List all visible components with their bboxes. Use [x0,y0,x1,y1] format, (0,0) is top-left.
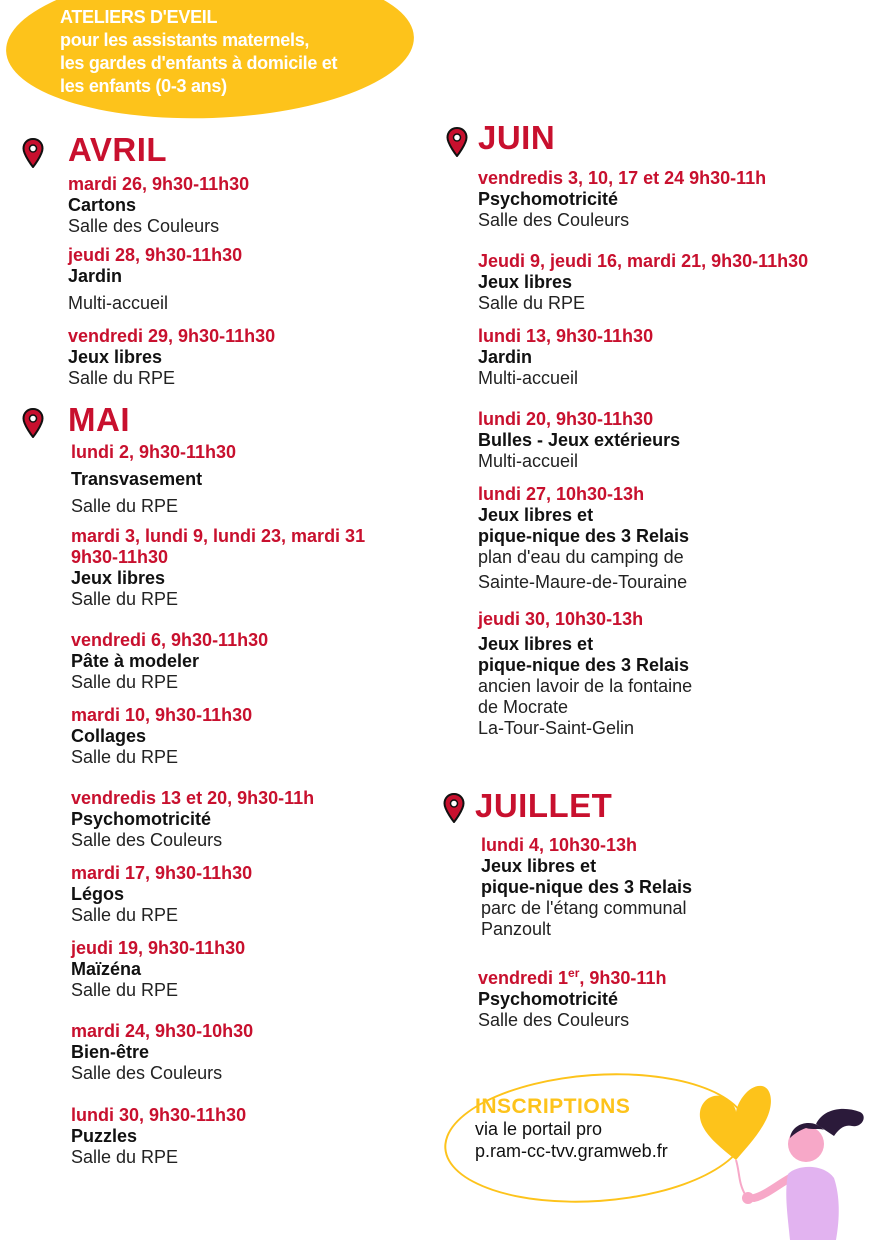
header-title [60,6,410,98]
month-heading-juillet: JUILLET [475,787,613,824]
event-item [478,251,868,314]
event-date: jeudi 30, 10h30-13h [478,609,644,629]
header-line: pour les assistants maternels, [60,30,310,50]
event-location: Multi-accueil [478,451,579,471]
event-item [481,835,871,940]
month-heading-avril: AVRIL [68,131,168,168]
event-date: lundi 20, 9h30-11h30 [478,409,654,429]
event-title: Légos [71,884,125,904]
header-line: les gardes d'enfants à domicile et [60,53,338,73]
event-location: parc de l'étang communal [481,898,687,918]
event-title: Jeux libres et [478,505,594,525]
event-date: mardi 10, 9h30-11h30 [71,705,253,725]
event-date: mardi 3, lundi 9, lundi 23, mardi 31 [71,526,366,546]
event-title: Jardin [68,266,123,286]
inscriptions-box [475,1096,668,1162]
event-location: Salle du RPE [71,905,179,925]
event-date [478,963,868,989]
event-title: Jeux libres [478,272,573,292]
event-item [68,174,468,237]
location-pin-icon [22,408,44,438]
event-item [71,863,471,926]
event-location: Salle du RPE [71,672,179,692]
event-title: Bien-être [71,1042,150,1062]
event-date-part: vendredi 1 [478,968,569,988]
event-date: mardi 24, 9h30-10h30 [71,1021,254,1041]
header-line: ATELIERS D'EVEIL [60,7,218,27]
event-date: vendredis 3, 10, 17 et 24 9h30-11h [478,168,767,188]
month-heading-mai: MAI [68,401,130,438]
event-location: Sainte-Maure-de-Touraine [478,572,688,592]
event-location: Salle des Couleurs [71,1063,223,1083]
event-date: lundi 13, 9h30-11h30 [478,326,654,346]
event-location: Salle des Couleurs [68,216,220,236]
event-date: lundi 27, 10h30-13h [478,484,645,504]
event-item [71,938,471,1001]
event-title: Pâte à modeler [71,651,200,671]
event-title: Bulles - Jeux extérieurs [478,430,681,450]
event-title: pique-nique des 3 Relais [478,526,690,546]
event-item [478,963,868,1031]
event-title: Transvasement [71,469,203,489]
event-title: Jeux libres [68,347,163,367]
event-date: vendredi 6, 9h30-11h30 [71,630,269,650]
event-title: Collages [71,726,147,746]
event-date: mardi 17, 9h30-11h30 [71,863,253,883]
event-location: Salle du RPE [71,1147,179,1167]
event-item [71,1021,471,1084]
event-date: vendredis 13 et 20, 9h30-11h [71,788,315,808]
event-location: Salle du RPE [71,589,179,609]
event-location: Multi-accueil [68,293,169,313]
event-location: de Mocrate [478,697,569,717]
event-date: jeudi 19, 9h30-11h30 [71,938,246,958]
header-line: les enfants (0-3 ans) [60,76,227,96]
event-location: Salle des Couleurs [478,210,630,230]
event-title: pique-nique des 3 Relais [478,655,690,675]
event-location: ancien lavoir de la fontaine [478,676,693,696]
girl-with-heart-balloon-illustration [694,1078,874,1240]
event-title: Puzzles [71,1126,138,1146]
event-title: Psychomotricité [478,989,619,1009]
event-title: Jeux libres et [478,634,594,654]
event-location: Salle du RPE [71,980,179,1000]
inscriptions-heading: INSCRIPTIONS [475,1095,631,1118]
location-pin-icon [22,138,44,168]
event-date: Jeudi 9, jeudi 16, mardi 21, 9h30-11h30 [478,251,809,271]
month-heading-juin: JUIN [478,119,556,156]
event-item [71,526,471,610]
event-date-part: , 9h30-11h [579,968,667,988]
event-item [71,442,471,517]
event-location: Panzoult [481,919,552,939]
event-item [71,1105,471,1168]
event-title: Jeux libres et [481,856,597,876]
event-date: jeudi 28, 9h30-11h30 [68,245,243,265]
event-item [478,168,868,231]
event-item [68,245,468,314]
event-date: lundi 2, 9h30-11h30 [71,442,237,462]
event-location: Salle du RPE [68,368,176,388]
event-title: Jeux libres [71,568,166,588]
event-location: La-Tour-Saint-Gelin [478,718,635,738]
event-date: 9h30-11h30 [71,547,169,567]
event-item [68,326,468,389]
event-title: Jardin [478,347,533,367]
event-item [478,484,868,593]
inscriptions-text: via le portail pro [475,1119,603,1139]
event-item [478,326,868,389]
event-location: Salle des Couleurs [478,1010,630,1030]
event-date: lundi 30, 9h30-11h30 [71,1105,247,1125]
event-location: Salle du RPE [71,747,179,767]
event-title: Cartons [68,195,137,215]
event-location: plan d'eau du camping de [478,547,684,567]
inscriptions-link[interactable]: p.ram-cc-tvv.gramweb.fr [475,1141,668,1161]
location-pin-icon [446,127,468,157]
event-date: mardi 26, 9h30-11h30 [68,174,250,194]
event-title: Maïzéna [71,959,142,979]
event-item [478,609,868,739]
event-location: Salle du RPE [478,293,586,313]
event-title: pique-nique des 3 Relais [481,877,693,897]
event-date: lundi 4, 10h30-13h [481,835,638,855]
event-date: vendredi 29, 9h30-11h30 [68,326,276,346]
event-item [478,409,868,472]
event-item [71,788,471,851]
event-title: Psychomotricité [71,809,212,829]
event-title: Psychomotricité [478,189,619,209]
event-location: Salle du RPE [71,496,179,516]
event-item [71,705,471,768]
event-location: Multi-accueil [478,368,579,388]
event-location: Salle des Couleurs [71,830,223,850]
event-item [71,630,471,693]
event-date-sup: er [568,966,580,980]
